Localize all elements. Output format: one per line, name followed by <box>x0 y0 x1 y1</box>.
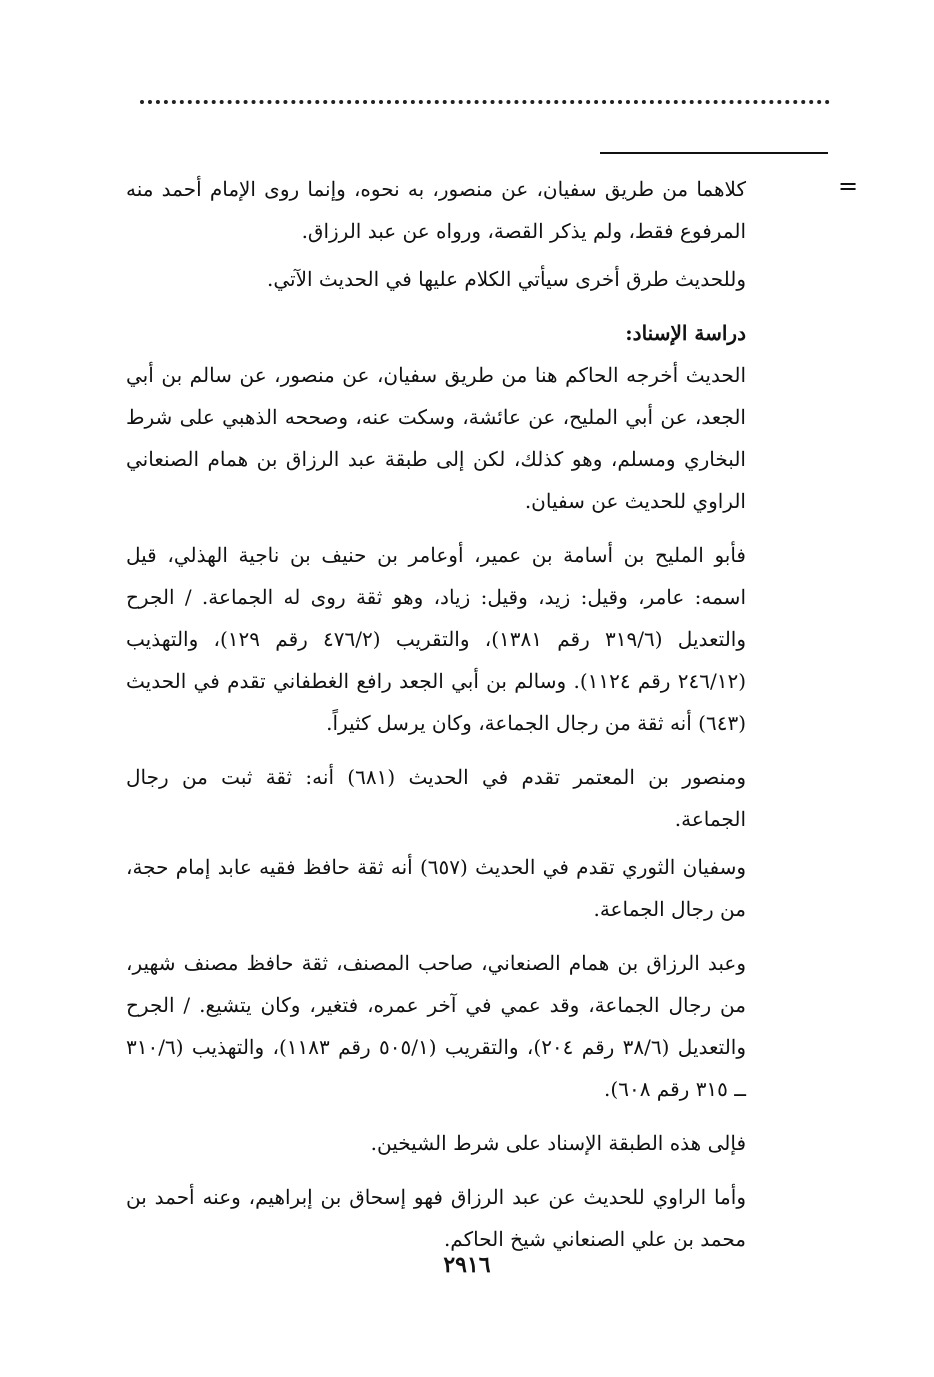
paragraph-other-routes: وللحديث طرق أخرى سيأتي الكلام عليها في الحديث الآتي. <box>266 267 746 291</box>
paragraph-abd-al-razzaq: وعبد الرزاق بن همام الصنعاني، صاحب المصنف، ثقة حافظ مصنف شهير، من رجال الجماعة، وقد عمي في آخر عمره، فتغير، وكان يتشيع. / الجرح والتعديل (٣٨/٦ رقم ٢٠٤)، والتقريب (٥٠٥/١ رقم ١١٨٣)، والتهذيب (٣١٠/٦ ــ ٣١٥ رقم ٦٠٨). <box>126 951 747 1101</box>
paragraph-abu-al-malih: فأبو المليح بن أسامة بن عمير، أوعامر بن حنيف بن ناجية الهذلي، قيل اسمه: عامر، وقيل: زيد، وقيل: زياد، وهو ثقة روى له الجماعة. / الجرح والتعديل (٣١٩/٦ رقم ١٣٨١)، والتقريب (٤٧٦/٢ رقم ١٢٩)، والتهذيب (٢٤٦/١٢ رقم ١١٢٤). وسالم بن أبي الجعد رافع الغطفاني تقدم في الحديث (٦٤٣) أنه ثقة من رجال الجماعة، وكان يرسل كثيراً. <box>126 543 747 735</box>
paragraph-mansur: ومنصور بن المعتمر تقدم في الحديث (٦٨١) أنه: ثقة ثبت من رجال الجماعة. <box>126 765 747 831</box>
page-body <box>126 168 746 1272</box>
paragraph-footnote-continuation: كلاهما من طريق سفيان، عن منصور، به نحوه، وإنما روى الإمام أحمد منه المرفوع فقط، ولم يذكر القصة، ورواه عن عبد الرزاق. <box>126 177 746 243</box>
paragraph-narrator: وأما الراوي للحديث عن عبد الرزاق فهو إسحاق بن إبراهيم، وعنه أحمد بن محمد بن علي الصنعاني شيخ الحاكم. <box>126 1185 746 1251</box>
continuation-marker: = <box>838 172 859 200</box>
dotted-separator <box>140 100 830 104</box>
footnote-rule <box>600 152 828 154</box>
paragraph-conclusion: فإلى هذه الطبقة الإسناد على شرط الشيخين. <box>370 1131 746 1155</box>
section-heading: دراسة الإسناد: <box>625 321 746 345</box>
page-number: ٢٩١٦ <box>443 1252 491 1278</box>
paragraph-sufyan: وسفيان الثوري تقدم في الحديث (٦٥٧) أنه ثقة حافظ فقيه عابد إمام حجة، من رجال الجماعة. <box>126 855 747 921</box>
paragraph-isnad-intro: الحديث أخرجه الحاكم هنا من طريق سفيان، عن منصور، عن سالم بن أبي الجعد، عن أبي المليح، عن عائشة، وسكت عنه، وصححه الذهبي على شرط البخاري ومسلم، وهو كذلك، لكن إلى طبقة عبد الرزاق بن همام الصنعاني الراوي للحديث عن سفيان. <box>126 363 746 513</box>
